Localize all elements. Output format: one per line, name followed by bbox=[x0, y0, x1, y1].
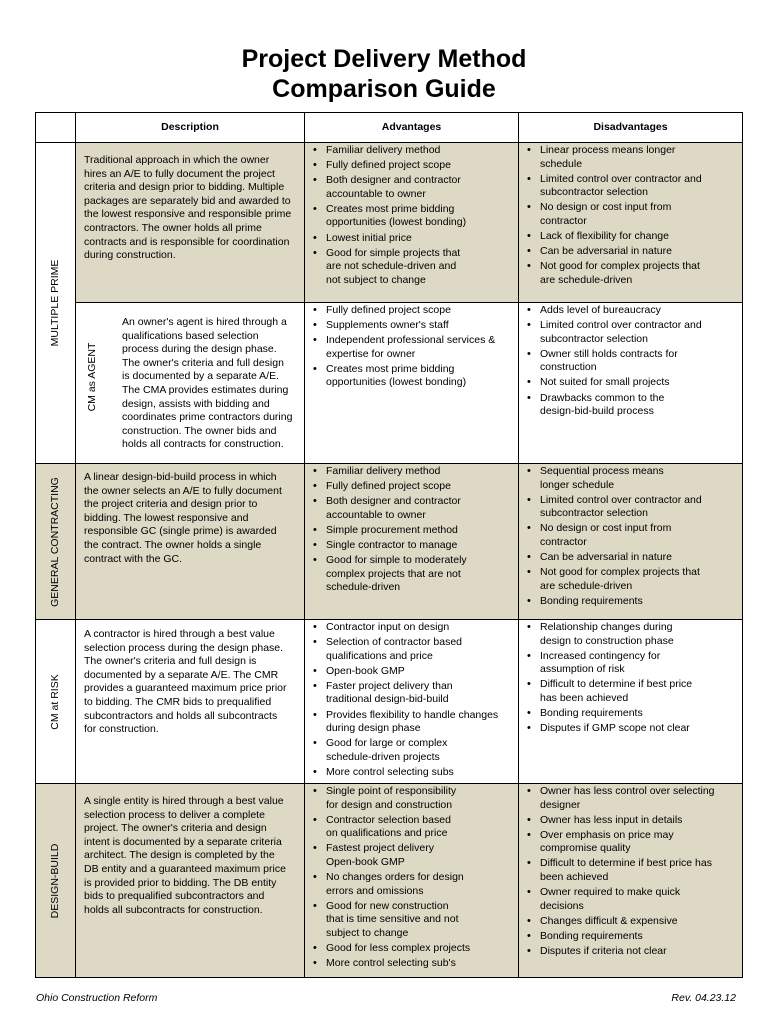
list-item bbox=[525, 494, 742, 521]
list-item bbox=[311, 814, 518, 841]
list-item bbox=[525, 348, 742, 375]
title-line-2: Comparison Guide bbox=[272, 75, 496, 103]
list-item-text: longer schedule bbox=[540, 478, 615, 491]
advantages-list bbox=[305, 620, 518, 780]
list-item-text: • Owner still holds contracts for bbox=[540, 347, 678, 360]
description-line: The owner's criteria and full design is bbox=[84, 655, 257, 668]
disadvantages-list bbox=[519, 143, 742, 287]
list-item-text: • Changes difficult & expensive bbox=[540, 914, 678, 927]
advantages-list bbox=[305, 464, 518, 595]
header-advantages: Advantages bbox=[305, 113, 519, 143]
description-line: bids to prequalified subcontractors and bbox=[84, 890, 265, 903]
list-item-text: are schedule-driven bbox=[540, 273, 633, 286]
list-item-text: designer bbox=[540, 798, 581, 811]
description-line: A single entity is hired through a best value bbox=[84, 795, 284, 807]
table-row bbox=[36, 784, 743, 978]
list-item-text: • Lack of flexibility for change bbox=[540, 230, 669, 243]
list-item bbox=[311, 900, 518, 941]
description-line: subcontractors and holds all subcontracts bbox=[84, 709, 278, 722]
list-item-text: • Owner has less input in details bbox=[540, 813, 683, 826]
list-item bbox=[311, 363, 518, 390]
description-line: selection process to deliver a complete bbox=[84, 808, 265, 821]
description-line: project. The owner's criteria and design bbox=[84, 822, 267, 835]
list-item-text: • Good for large or complex bbox=[326, 737, 448, 750]
list-item bbox=[311, 785, 518, 812]
disadvantages-cell bbox=[519, 784, 743, 978]
description-line: to bidding. The CMR bids to prequalified bbox=[84, 695, 272, 708]
list-item bbox=[311, 480, 518, 494]
description-line: bidding. The lowest responsive and bbox=[84, 511, 249, 524]
list-item bbox=[525, 230, 742, 244]
description-line: contract with the GC. bbox=[84, 552, 183, 565]
list-item-text: accountable to owner bbox=[326, 508, 426, 521]
list-item-text: • Open-book GMP bbox=[326, 664, 405, 677]
disadvantages-list bbox=[519, 303, 742, 419]
list-item-text: • Independent professional services & bbox=[326, 334, 496, 347]
advantages-cell bbox=[305, 143, 519, 303]
list-item-text: design to construction phase bbox=[540, 634, 674, 647]
list-item bbox=[311, 737, 518, 764]
list-item bbox=[525, 201, 742, 228]
list-item-text: • Limited control over contractor and bbox=[540, 493, 702, 506]
advantages-list bbox=[305, 143, 518, 287]
advantages-cell bbox=[305, 620, 519, 784]
list-item-text: • Contractor input on design bbox=[326, 621, 450, 633]
advantages-cell bbox=[305, 303, 519, 464]
list-item-text: • Owner required to make quick bbox=[540, 886, 681, 899]
list-item-text: that is time sensitive and not bbox=[326, 913, 459, 926]
page-title bbox=[0, 44, 768, 104]
list-item-text: • Increased contingency for bbox=[540, 649, 661, 662]
list-item-text: • Familiar delivery method bbox=[326, 465, 441, 477]
description-line: holds all contracts for construction. bbox=[122, 438, 284, 451]
description-text bbox=[110, 303, 298, 452]
list-item bbox=[525, 915, 742, 929]
list-item-text: • Difficult to determine if best price has bbox=[540, 857, 712, 870]
list-item-text: • Creates most prime bidding bbox=[326, 362, 455, 375]
description-line: design, assists with bidding and bbox=[122, 397, 270, 410]
list-item-text: • Disputes if criteria not clear bbox=[540, 945, 667, 958]
description-line: process during the design phase. bbox=[122, 343, 277, 356]
description-line: is documented by a separate A/E. bbox=[122, 370, 280, 383]
description-line: during construction. bbox=[84, 249, 176, 262]
list-item-text: • Good for less complex projects bbox=[326, 942, 471, 955]
list-item-text: • Bonding requirements bbox=[540, 594, 643, 607]
title-line-1: Project Delivery Method bbox=[241, 45, 527, 73]
table-row bbox=[36, 464, 743, 620]
list-item-text: design-bid-build process bbox=[540, 405, 654, 418]
list-item-text: are schedule-driven bbox=[540, 579, 633, 592]
list-item bbox=[525, 566, 742, 593]
list-item bbox=[311, 957, 518, 971]
list-item bbox=[525, 245, 742, 259]
description-line: criteria and design prior to bidding. Multiple bbox=[84, 181, 285, 194]
description-line: holds all subcontracts for construction. bbox=[84, 903, 263, 916]
list-item-text: opportunities (lowest bonding) bbox=[326, 376, 467, 389]
list-item-text: • Good for simple to moderately bbox=[326, 554, 467, 567]
comparison-table bbox=[35, 112, 743, 978]
list-item-text: • Familiar delivery method bbox=[326, 144, 441, 156]
description-line: DB entity and a guaranteed maximum price bbox=[84, 862, 286, 875]
list-item-text: • Single point of responsibility bbox=[326, 785, 457, 797]
list-item bbox=[525, 857, 742, 884]
list-item-text: • Not good for complex projects that bbox=[540, 260, 700, 273]
list-item-text: schedule-driven bbox=[326, 581, 401, 594]
list-item-text: errors and omissions bbox=[326, 884, 424, 897]
list-item bbox=[311, 680, 518, 707]
list-item bbox=[525, 886, 742, 913]
description-text bbox=[76, 784, 304, 917]
description-line: An owner's agent is hired through a bbox=[122, 316, 287, 328]
description-cell bbox=[76, 143, 305, 303]
list-item bbox=[525, 945, 742, 959]
advantages-list bbox=[305, 303, 518, 390]
list-item bbox=[525, 722, 742, 736]
description-line: The CMA provides estimates during bbox=[122, 383, 289, 396]
list-item-text: during design phase bbox=[326, 722, 421, 735]
list-item bbox=[525, 144, 742, 171]
list-item-text: accountable to owner bbox=[326, 187, 426, 200]
list-item-text: • Single contractor to manage bbox=[326, 538, 458, 551]
list-item bbox=[311, 334, 518, 361]
list-item-text: • Creates most prime bidding bbox=[326, 202, 455, 215]
list-item bbox=[525, 304, 742, 318]
list-item-text: • Over emphasis on price may bbox=[540, 828, 674, 841]
list-item-text: not subject to change bbox=[326, 273, 426, 286]
list-item bbox=[311, 539, 518, 553]
list-item-text: schedule bbox=[540, 157, 583, 170]
list-item-text: • Simple procurement method bbox=[326, 523, 458, 536]
list-item-text: • Selection of contractor based bbox=[326, 636, 462, 649]
description-cell bbox=[76, 620, 305, 784]
list-item bbox=[525, 930, 742, 944]
list-item-text: • Disputes if GMP scope not clear bbox=[540, 722, 690, 735]
list-item-text: • Fully defined project scope bbox=[326, 159, 451, 172]
list-item-text: • Owner has less control over selecting bbox=[540, 785, 715, 797]
list-item-text: • Relationship changes during bbox=[540, 621, 673, 633]
list-item bbox=[525, 522, 742, 549]
list-item bbox=[525, 551, 742, 565]
description-line: coordinates prime contractors during bbox=[122, 411, 293, 424]
list-item bbox=[311, 174, 518, 201]
list-item bbox=[525, 595, 742, 609]
list-item-text: • Bonding requirements bbox=[540, 929, 643, 942]
list-item-text: • Linear process means longer bbox=[540, 144, 676, 156]
list-item-text: qualifications and price bbox=[326, 649, 433, 662]
list-item bbox=[525, 829, 742, 856]
description-text bbox=[76, 143, 304, 263]
list-item-text: • Good for new construction bbox=[326, 899, 449, 912]
advantages-cell bbox=[305, 464, 519, 620]
list-item bbox=[525, 392, 742, 419]
list-item-text: • Limited control over contractor and bbox=[540, 172, 702, 185]
list-item bbox=[525, 465, 742, 492]
advantages-list bbox=[305, 784, 518, 971]
list-item-text: construction bbox=[540, 361, 597, 374]
description-line: selection process during the design phase. bbox=[84, 641, 284, 654]
description-line: intent is documented by a separate criteria bbox=[84, 835, 282, 848]
list-item-text: • Not good for complex projects that bbox=[540, 566, 700, 579]
list-item bbox=[311, 495, 518, 522]
list-item-text: • No changes orders for design bbox=[326, 871, 464, 884]
table-row bbox=[36, 620, 743, 784]
list-item-text: • Supplements owner's staff bbox=[326, 319, 449, 332]
list-item-text: opportunities (lowest bonding) bbox=[326, 216, 467, 229]
list-item-text: • More control selecting subs bbox=[326, 765, 454, 778]
list-item-text: • Adds level of bureaucracy bbox=[540, 304, 661, 316]
disadvantages-cell bbox=[519, 620, 743, 784]
description-line: A linear design-bid-build process in which bbox=[84, 471, 277, 483]
list-item-text: subject to change bbox=[326, 926, 409, 939]
list-item bbox=[525, 260, 742, 287]
description-cell bbox=[76, 784, 305, 978]
disadvantages-cell bbox=[519, 303, 743, 464]
list-item-text: • Limited control over contractor and bbox=[540, 319, 702, 332]
description-line: the owner selects an A/E to fully document bbox=[84, 484, 282, 497]
list-item-text: assumption of risk bbox=[540, 663, 625, 676]
list-item-text: • Not suited for small projects bbox=[540, 376, 670, 389]
description-cell bbox=[76, 464, 305, 620]
list-item bbox=[525, 707, 742, 721]
description-line: provides a guaranteed maximum price prior bbox=[84, 682, 287, 695]
sub-method-label-cm-as-agent: CM as AGENT bbox=[86, 343, 99, 412]
description-line: for construction. bbox=[84, 723, 159, 736]
description-line: Traditional approach in which the owner bbox=[84, 154, 270, 166]
list-item-text: compromise quality bbox=[540, 842, 631, 855]
list-item bbox=[525, 621, 742, 648]
table-row bbox=[36, 303, 743, 464]
list-item-text: contractor bbox=[540, 214, 587, 227]
list-item-text: complex projects that are not bbox=[326, 567, 461, 580]
description-line: packages are separately bid and awarded to bbox=[84, 194, 291, 207]
list-item-text: schedule-driven projects bbox=[326, 750, 440, 763]
list-item-text: • Can be adversarial in nature bbox=[540, 245, 672, 258]
list-item-text: for design and construction bbox=[326, 798, 453, 811]
list-item-text: • Provides flexibility to handle changes bbox=[326, 708, 499, 721]
list-item bbox=[525, 650, 742, 677]
list-item-text: • Difficult to determine if best price bbox=[540, 678, 693, 691]
header-row bbox=[36, 113, 743, 143]
list-item-text: • Both designer and contractor bbox=[326, 174, 461, 187]
list-item bbox=[311, 942, 518, 956]
list-item bbox=[525, 678, 742, 705]
list-item bbox=[311, 304, 518, 318]
footer-organization: Ohio Construction Reform bbox=[36, 992, 158, 1004]
description-line: the lowest responsive and responsible prime bbox=[84, 208, 292, 221]
list-item-text: • Fully defined project scope bbox=[326, 480, 451, 493]
description-line: is provided prior to bidding. The DB entity bbox=[84, 876, 277, 889]
list-item-text: traditional design-bid-build bbox=[326, 693, 449, 706]
description-text bbox=[76, 464, 304, 566]
list-item-text: • More control selecting sub's bbox=[326, 957, 456, 970]
list-item-text: contractor bbox=[540, 535, 587, 548]
list-item bbox=[311, 871, 518, 898]
description-line: the project criteria and design prior to bbox=[84, 498, 258, 511]
advantages-cell bbox=[305, 784, 519, 978]
list-item-text: on qualifications and price bbox=[326, 827, 448, 840]
description-line: documented by a separate A/E. The CMR bbox=[84, 668, 279, 681]
list-item bbox=[311, 842, 518, 869]
list-item-text: decisions bbox=[540, 899, 584, 912]
list-item-text: • Fully defined project scope bbox=[326, 304, 451, 316]
list-item bbox=[311, 524, 518, 538]
list-item bbox=[311, 203, 518, 230]
list-item-text: expertise for owner bbox=[326, 347, 416, 360]
list-item-text: subcontractor selection bbox=[540, 507, 648, 520]
list-item bbox=[311, 247, 518, 288]
table-row bbox=[36, 143, 743, 303]
description-line: The owner's criteria and full design bbox=[122, 356, 284, 369]
disadvantages-list bbox=[519, 464, 742, 608]
list-item bbox=[311, 621, 518, 635]
list-item bbox=[311, 465, 518, 479]
list-item-text: Open-book GMP bbox=[326, 855, 405, 868]
method-label-multiple-prime: MULTIPLE PRIME bbox=[36, 143, 76, 464]
list-item bbox=[311, 636, 518, 663]
description-line: hires an A/E to fully document the project bbox=[84, 167, 275, 180]
list-item bbox=[311, 665, 518, 679]
list-item-text: are not schedule-driven and bbox=[326, 260, 457, 273]
header-description: Description bbox=[76, 113, 305, 143]
description-line: contractors. The owner holds all prime bbox=[84, 221, 262, 234]
description-line: A contractor is hired through a best value bbox=[84, 628, 275, 640]
list-item-text: has been achieved bbox=[540, 691, 629, 704]
description-line: construction. The owner bids and bbox=[122, 424, 277, 437]
description-text bbox=[76, 620, 304, 737]
list-item-text: • Lowest initial price bbox=[326, 231, 412, 244]
list-item bbox=[525, 319, 742, 346]
description-line: responsible GC (single prime) is awarded bbox=[84, 525, 277, 538]
list-item bbox=[311, 319, 518, 333]
disadvantages-list bbox=[519, 620, 742, 736]
description-cell bbox=[76, 303, 305, 464]
list-item bbox=[311, 554, 518, 595]
list-item bbox=[525, 785, 742, 812]
list-item-text: • Contractor selection based bbox=[326, 813, 451, 826]
list-item-text: • Faster project delivery than bbox=[326, 679, 453, 692]
list-item-text: • Can be adversarial in nature bbox=[540, 551, 672, 564]
list-item bbox=[525, 173, 742, 200]
header-corner bbox=[36, 113, 76, 143]
list-item bbox=[525, 814, 742, 828]
list-item-text: been achieved bbox=[540, 871, 609, 884]
list-item-text: subcontractor selection bbox=[540, 186, 648, 199]
list-item-text: • Sequential process means bbox=[540, 465, 664, 477]
description-line: architect. The design is completed by the bbox=[84, 849, 275, 862]
disadvantages-list bbox=[519, 784, 742, 959]
method-label-cm-at-risk: CM at RISK bbox=[36, 620, 76, 784]
list-item-text: • Bonding requirements bbox=[540, 707, 643, 720]
description-line: the contract. The owner holds a single bbox=[84, 538, 262, 551]
list-item-text: • Both designer and contractor bbox=[326, 495, 461, 508]
method-label-design-build: DESIGN-BUILD bbox=[36, 784, 76, 978]
list-item-text: • No design or cost input from bbox=[540, 522, 672, 535]
method-label-general-contracting: GENERAL CONTRACTING bbox=[36, 464, 76, 620]
list-item bbox=[311, 766, 518, 780]
list-item bbox=[525, 376, 742, 390]
footer-revision: Rev. 04.23.12 bbox=[671, 992, 736, 1004]
disadvantages-cell bbox=[519, 143, 743, 303]
list-item bbox=[311, 144, 518, 158]
list-item-text: • Drawbacks common to the bbox=[540, 391, 665, 404]
description-line: contracts and is responsible for coordination bbox=[84, 235, 290, 248]
list-item-text: subcontractor selection bbox=[540, 332, 648, 345]
list-item bbox=[311, 232, 518, 246]
disadvantages-cell bbox=[519, 464, 743, 620]
list-item bbox=[311, 159, 518, 173]
list-item-text: • No design or cost input from bbox=[540, 201, 672, 214]
list-item-text: • Fastest project delivery bbox=[326, 842, 434, 855]
description-line: qualifications based selection bbox=[122, 329, 259, 342]
list-item-text: • Good for simple projects that bbox=[326, 246, 461, 259]
list-item bbox=[311, 709, 518, 736]
header-disadvantages: Disadvantages bbox=[519, 113, 743, 143]
